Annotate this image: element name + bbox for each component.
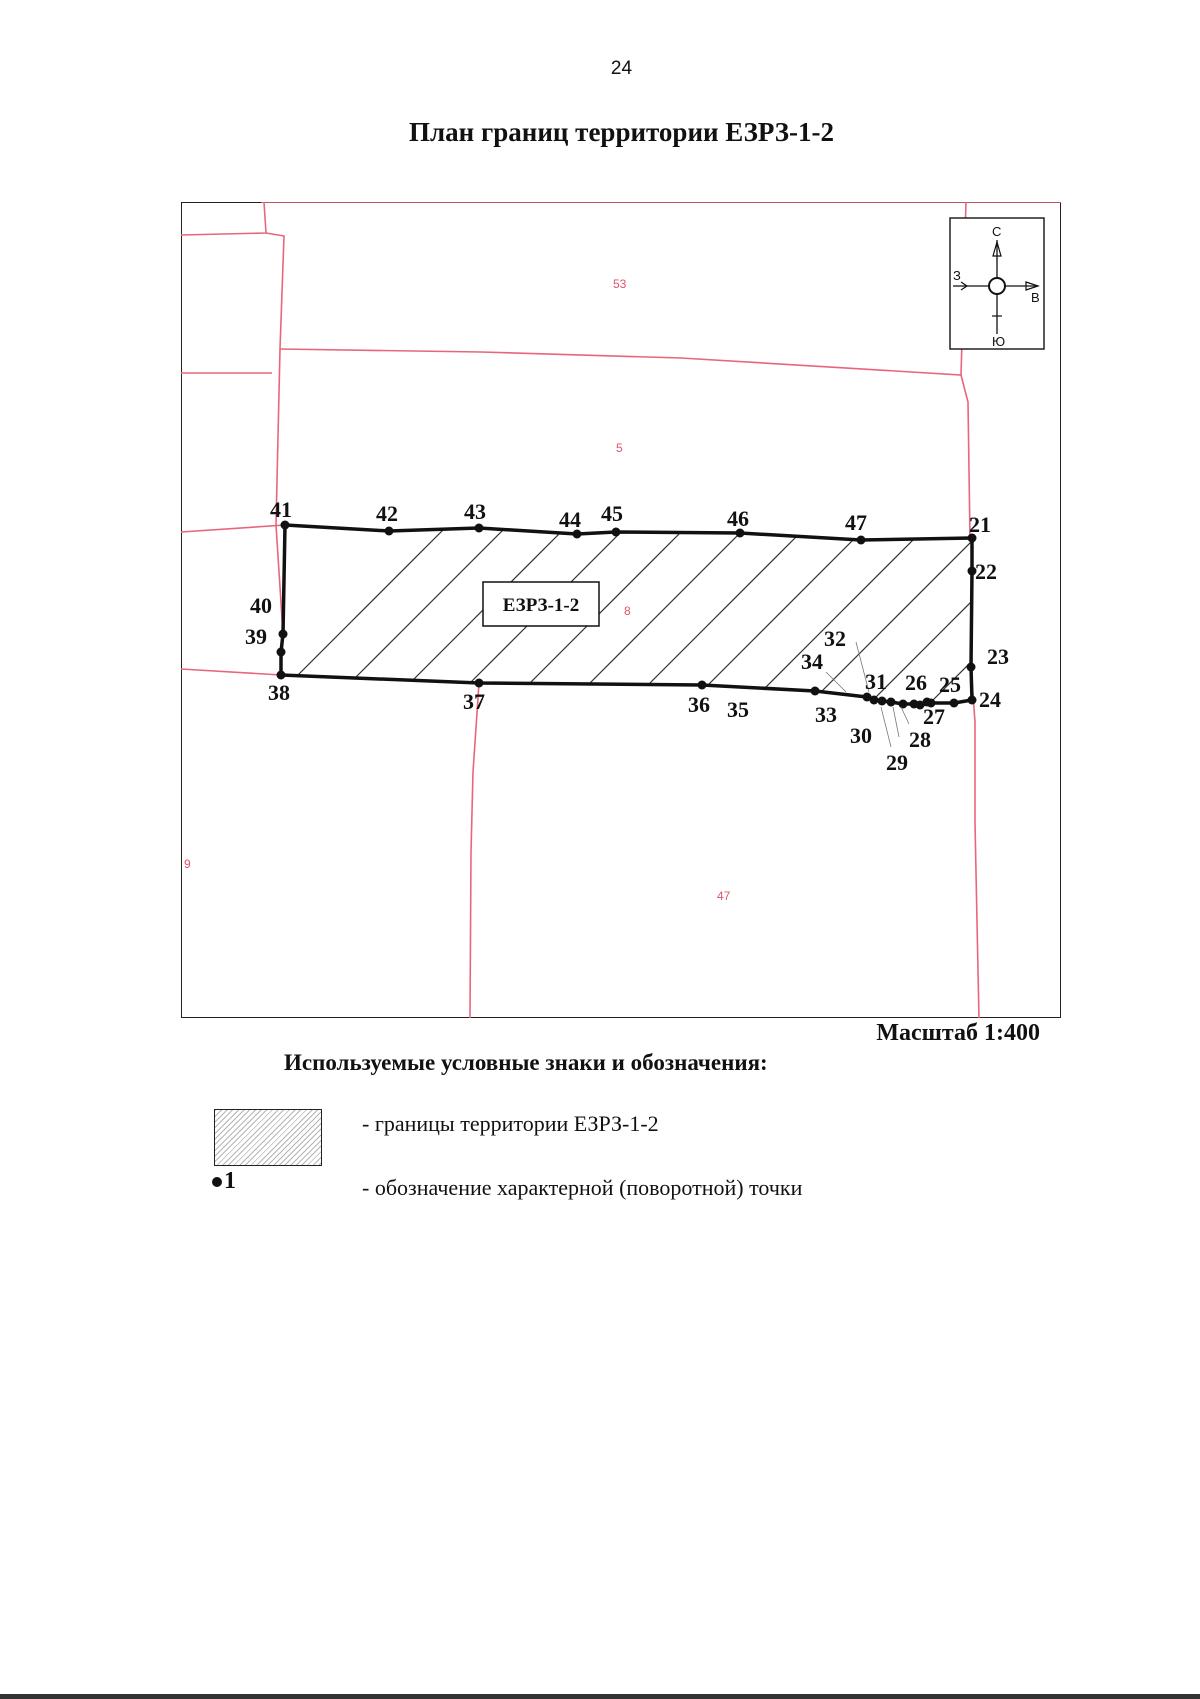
point-label: 40 (250, 593, 272, 618)
point-label: 38 (268, 680, 290, 705)
point-label: 41 (270, 497, 292, 522)
point-label: 31 (865, 669, 887, 694)
legend-hatch-swatch (214, 1109, 322, 1166)
compass-north-label: С (992, 224, 1002, 239)
point-label: 35 (727, 697, 749, 722)
legend-point-label: - обозначение характерной (поворотной) точки (362, 1175, 803, 1200)
territory-label: ЕЗРЗ-1-2 (502, 595, 580, 616)
legend-heading: Используемые условные знаки и обозначения: (284, 1050, 768, 1075)
point-dot-icon (212, 1177, 222, 1187)
compass-south-label: Ю (992, 334, 1006, 349)
point-label: 30 (850, 723, 872, 748)
legend-point-symbol (212, 1168, 236, 1195)
point-label: 25 (939, 672, 961, 697)
point-label: 46 (727, 506, 749, 531)
page-title: План границ территории ЕЗРЗ-1-2 (409, 117, 834, 147)
page-number: 24 (610, 58, 633, 79)
point-label: 44 (559, 507, 581, 532)
point-label: 33 (815, 702, 837, 727)
point-label: 23 (987, 644, 1009, 669)
territory-map (181, 202, 1061, 1018)
point-label: 34 (801, 649, 823, 674)
parcel-number: 53 (613, 277, 627, 291)
legend-territory-label: - границы территории ЕЗРЗ-1-2 (362, 1111, 659, 1136)
parcel-number: 5 (616, 441, 623, 455)
point-label: 21 (969, 512, 991, 537)
point-label: 39 (245, 624, 267, 649)
point-label: 42 (376, 501, 398, 526)
point-label: 22 (975, 559, 997, 584)
point-label: 45 (601, 501, 623, 526)
point-label: 29 (886, 750, 908, 775)
legend-point-number: 1 (224, 1168, 236, 1194)
compass-west-label: З (953, 268, 961, 283)
parcel-number: 9 (184, 857, 191, 871)
point-label: 27 (923, 704, 945, 729)
scan-edge (0, 1694, 1200, 1699)
map-frame-border (181, 202, 1061, 1018)
compass-east-label: В (1031, 290, 1040, 305)
point-label: 37 (463, 689, 485, 714)
parcel-number: 47 (717, 889, 731, 903)
parcel-number: 8 (624, 604, 631, 618)
compass-rose (950, 218, 1044, 349)
point-label: 36 (688, 692, 710, 717)
point-label: 26 (905, 670, 927, 695)
point-label: 43 (464, 499, 486, 524)
point-label: 24 (979, 687, 1001, 712)
point-label: 47 (845, 510, 867, 535)
point-label: 32 (824, 626, 846, 651)
point-label: 28 (909, 727, 931, 752)
map-scale: Масштаб 1:400 (876, 1020, 1040, 1046)
